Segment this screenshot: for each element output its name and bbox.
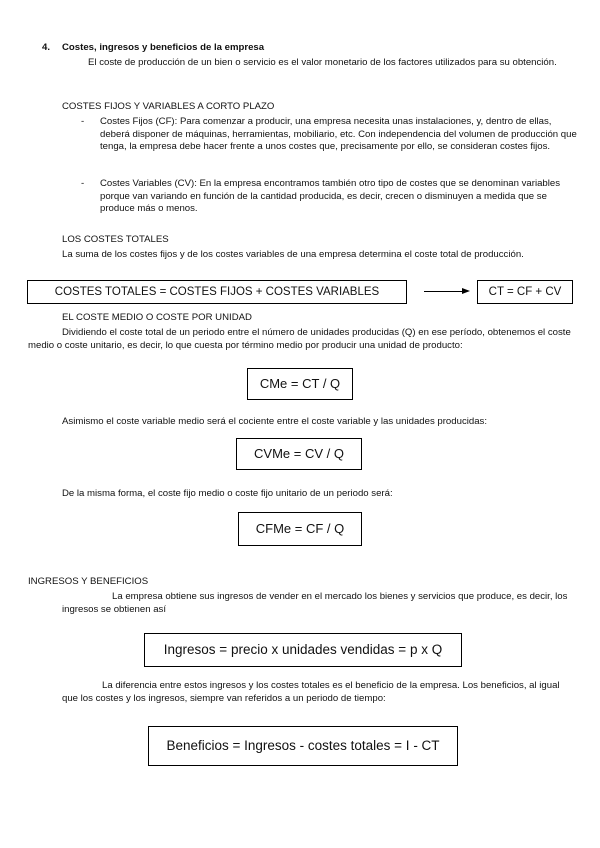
formula-income: Ingresos = precio x unidades vendidas = p x Q [144, 633, 462, 667]
income-text: La empresa obtiene sus ingresos de vender en el mercado los bienes y servicios que produce, es decir, los ingresos se obtienen así [62, 591, 568, 615]
section-title: Costes, ingresos y beneficios de la empresa [62, 42, 265, 53]
bullet-dash-1: - [81, 116, 85, 127]
unit-cost-text: Dividiendo el coste total de un periodo entre el número de unidades producidas (Q) en ese período, obtenemos el coste medio o coste unitario, es decir, lo que cuesta por término medio por producir una unidad de producto: [28, 327, 571, 351]
unit-cost-heading: EL COSTE MEDIO O COSTE POR UNIDAD [62, 312, 252, 323]
fixed-costs-item: Costes Fijos (CF): Para comenzar a producir, una empresa necesita unas instalaciones, y, dentro de ellas, deberá disponer de máquinas, herramientas, mobiliario, etc. Con independencia del volumen de producción que tenga, la empresa debe hacer frente a unos costes que, precisamente por ello, se consideran costes fijos. [100, 116, 577, 153]
section-intro: El coste de producción de un bien o servicio es el valor monetario de los factores utilizados para su obtención. [88, 57, 557, 68]
formula-total-costs-long: COSTES TOTALES = COSTES FIJOS + COSTES VARIABLES [27, 280, 407, 304]
section-number: 4. [42, 42, 51, 53]
variable-costs-item: Costes Variables (CV): En la empresa encontramos también otro tipo de costes que se denominan variables porque van variando en función de la cantidad producida, es decir, crecen o disminuyen a medida que se produce más o menos. [100, 178, 561, 215]
total-costs-text: La suma de los costes fijos y de los costes variables de una empresa determina el coste total de producción. [62, 249, 524, 260]
cfme-text: De la misma forma, el coste fijo medio o coste fijo unitario de un periodo será: [62, 488, 393, 499]
profit-text: La diferencia entre estos ingresos y los costes totales es el beneficio de la empresa. Los beneficios, al igual que los costes y los ingresos, siempre van referidos a un periodo de tiempo: [62, 680, 560, 704]
cvme-text: Asimismo el coste variable medio será el cociente entre el coste variable y las unidades producidas: [62, 416, 488, 427]
arrow-right-icon [462, 288, 470, 294]
formula-cme: CMe = CT / Q [247, 368, 353, 400]
fixed-variable-heading: COSTES FIJOS Y VARIABLES A CORTO PLAZO [62, 101, 275, 112]
income-heading: INGRESOS Y BENEFICIOS [28, 576, 149, 587]
formula-cfme: CFMe = CF / Q [238, 512, 362, 546]
formula-profit: Beneficios = Ingresos - costes totales = I - CT [148, 726, 458, 766]
formula-total-costs-short: CT = CF + CV [477, 280, 573, 304]
arrow-line [424, 291, 464, 292]
formula-cvme: CVMe = CV / Q [236, 438, 362, 470]
total-costs-heading: LOS COSTES TOTALES [62, 234, 169, 245]
bullet-dash-2: - [81, 178, 85, 189]
